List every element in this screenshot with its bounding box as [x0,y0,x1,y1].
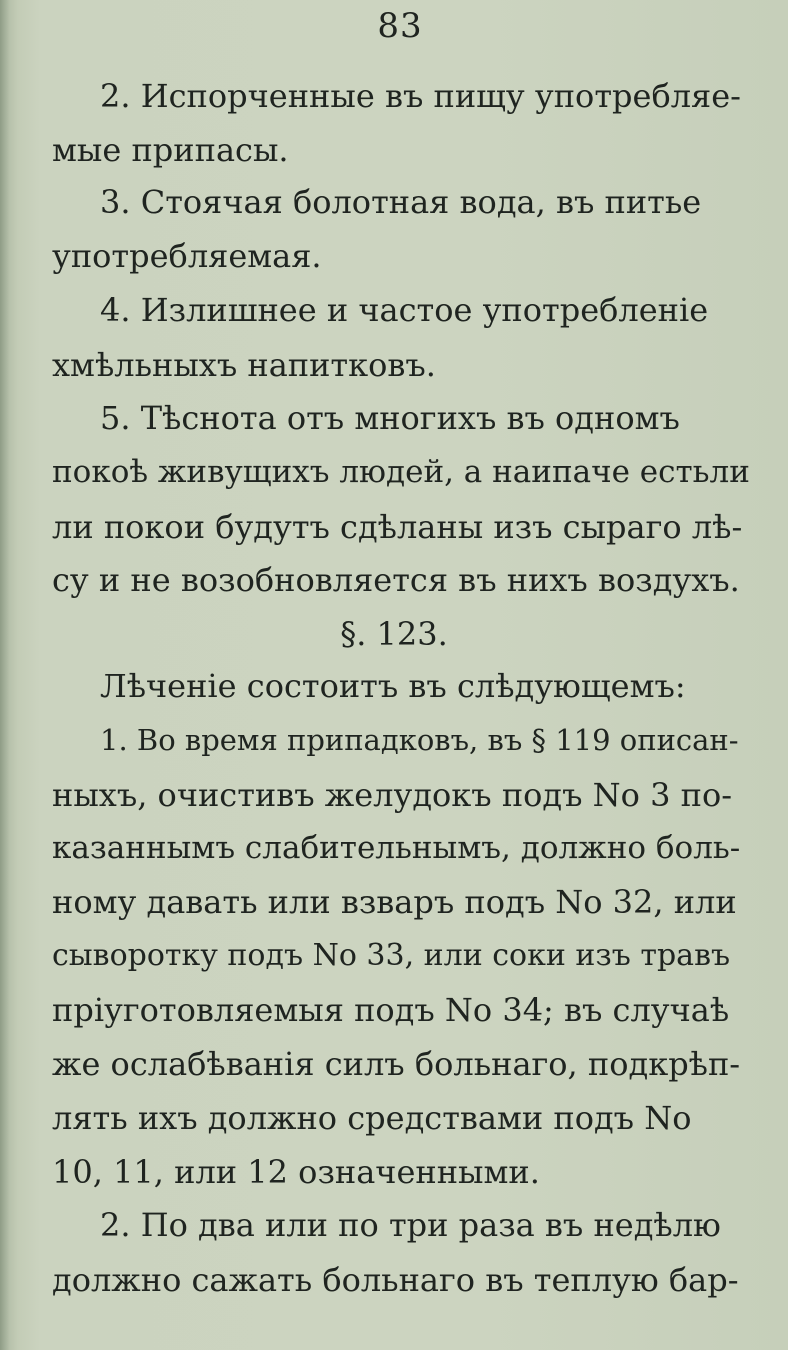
text-line: 2. По два или по три раза въ недѣлю [100,1206,721,1244]
text-line: мые припасы. [52,131,289,169]
text-line: покоѣ живущихъ людей, а наипаче естьли [52,454,750,490]
binding-gutter [0,0,10,1350]
text-line: сывоpотку подъ No 33, или соки изъ травъ [52,938,731,973]
text-line: лять ихъ должно средствами подъ No [52,1099,692,1137]
text-line: 4. Излишнее и частое употребленіе [100,291,709,329]
text-line: хмѣльныхъ напитковъ. [52,346,436,384]
text-line: Лѣченіе состоитъ въ слѣдующемъ: [100,667,686,705]
text-line: 1. Во время припадковъ, въ § 119 описан- [100,723,739,757]
text-line: же ослабѣванія силъ больнаго, подкрѣп- [52,1045,741,1083]
text-line: су и не возобновляется въ нихъ воздухъ. [52,561,740,599]
text-line: 2. Испорченные въ пищу употребляе- [100,77,741,115]
text-line: казаннымъ слабительнымъ, должно боль- [52,830,741,866]
text-line: ли покои будутъ сдѣланы изъ сыраго лѣ- [52,508,743,546]
text-line: 5. Тѣснота отъ многихъ въ одномъ [100,399,680,437]
text-line: ному давать или взваръ подъ No 32, или [52,883,737,921]
text-line: должно сажать больнаго въ теплую бар- [52,1261,739,1299]
text-line: 10, 11, или 12 означенными. [52,1153,540,1191]
text-line: пріуготовляемыя подъ No 34; въ случаѣ [52,991,730,1029]
section-heading: §. 123. [340,615,448,653]
text-line: 3. Стоячая болотная вода, въ питье [100,183,702,221]
page-number: 83 [377,6,423,46]
text-line: употребляемая. [52,237,322,275]
text-line: ныхъ, очистивъ желудокъ подъ No 3 по- [52,776,733,814]
